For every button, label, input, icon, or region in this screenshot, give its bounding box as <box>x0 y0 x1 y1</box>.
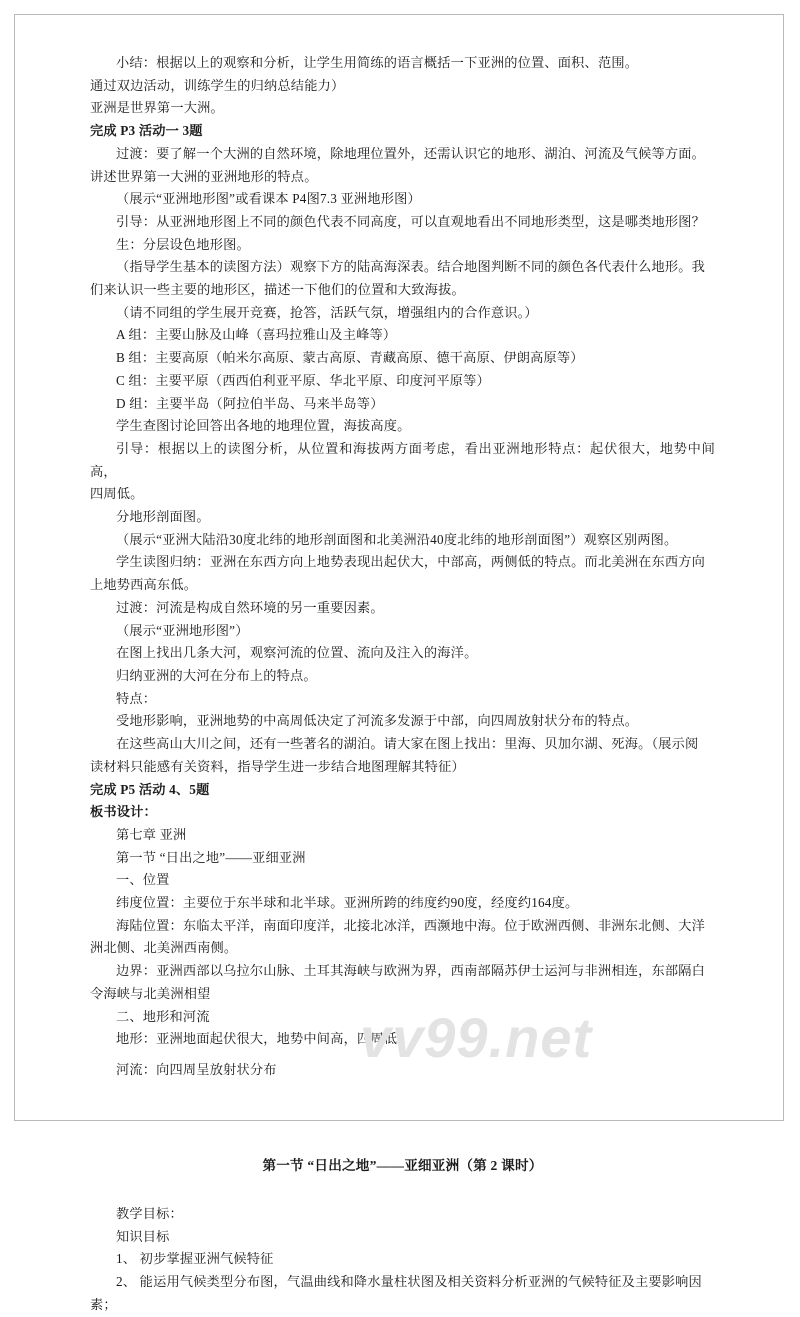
paragraph: 在图上找出几条大河，观察河流的位置、流向及注入的海洋。 <box>116 645 478 661</box>
paragraph: 第七章 亚洲 <box>116 826 187 842</box>
watermark: vv99.net <box>360 1006 593 1069</box>
paragraph: 学生查图讨论回答出各地的地理位置，海拔高度。 <box>116 418 411 434</box>
paragraph: 过渡：要了解一个大洲的自然环境，除地理位置外，还需认识它的地形、湖泊、河流及气候等方面。 <box>116 145 706 161</box>
list-item: C 组：主要平原（西西伯利亚平原、华北平原、印度河平原等） <box>116 372 490 388</box>
paragraph: 归纳亚洲的大河在分布上的特点。 <box>116 667 317 683</box>
paragraph: 讲述世界第一大洲的亚洲地形的特点。 <box>90 168 318 184</box>
paragraph: 引导：根据以上的读图分析，从位置和海拔两方面考虑，看出亚洲地形特点：起伏很大，地势中间高， <box>90 440 715 479</box>
paragraph: （展示“亚洲地形图”或看课本 P4图7.3 亚洲地形图） <box>116 191 421 207</box>
list-item: D 组：主要半岛（阿拉伯半岛、马来半岛等） <box>116 395 384 411</box>
paragraph: 素； <box>90 1296 117 1312</box>
list-item: B 组：主要高原（帕米尔高原、蒙古高原、青藏高原、德干高原、伊朗高原等） <box>116 350 584 366</box>
paragraph: （展示“亚洲大陆沿30度北纬的地形剖面图和北美洲沿40度北纬的地形剖面图”）观察区别两图。 <box>116 531 678 547</box>
paragraph: 知识目标 <box>116 1228 170 1244</box>
paragraph: 地形：亚洲地面起伏很大，地势中间高，四周低。 <box>116 1031 411 1047</box>
list-item: 2、 能运用气候类型分布图，气温曲线和降水量柱状图及相关资料分析亚洲的气候特征及主要影响因 <box>116 1274 702 1290</box>
paragraph: 通过双边活动，训练学生的归纳总结能力） <box>90 77 345 93</box>
paragraph: 教学目标： <box>116 1206 183 1222</box>
paragraph: （指导学生基本的读图方法）观察下方的陆高海深表。结合地图判断不同的颜色各代表什么地形。我 <box>116 259 706 275</box>
paragraph: 读材料只能感有关资料，指导学生进一步结合地图理解其特征） <box>90 758 465 774</box>
paragraph: 一、位置 <box>116 872 170 888</box>
paragraph: 小结：根据以上的观察和分析，让学生用简练的语言概括一下亚洲的位置、面积、范围。 <box>116 55 639 70</box>
section-gap <box>90 1082 715 1128</box>
paragraph: 四周低。 <box>90 486 144 502</box>
section-gap-2 <box>90 1128 715 1154</box>
paragraph: 引导：从亚洲地形图上不同的颜色代表不同高度，可以直观地看出不同地形类型，这是哪类地形图？ <box>116 213 706 229</box>
section-heading: 板书设计： <box>90 804 157 820</box>
paragraph: （请不同组的学生展开竞赛，抢答，活跃气氛，增强组内的合作意识。） <box>116 304 538 320</box>
paragraph: 生：分层设色地形图。 <box>116 236 250 252</box>
paragraph: 过渡：河流是构成自然环境的另一重要因素。 <box>116 599 384 615</box>
paragraph: 河流：向四周呈放射状分布 <box>116 1061 277 1077</box>
section2-heading: 第一节 “日出之地”——亚细亚洲（第 2 课时） <box>262 1157 543 1173</box>
paragraph: 第一节 “日出之地”——亚细亚洲 <box>116 849 306 865</box>
list-item: 1、 初步掌握亚洲气候特征 <box>116 1251 274 1267</box>
paragraph-bold: 完成 P5 活动 4、5题 <box>90 781 210 797</box>
paragraph: 二、地形和河流 <box>116 1008 210 1024</box>
document-body <box>90 52 715 1317</box>
paragraph: 受地形影响，亚洲地势的中高周低决定了河流多发源于中部，向四周放射状分布的特点。 <box>116 713 639 729</box>
paragraph: 海陆位置：东临太平洋，南面印度洋，北接北冰洋，西濒地中海。位于欧洲西侧、非洲东北侧、大洋 <box>116 917 706 933</box>
paragraph: 令海峡与北美洲相望 <box>90 985 211 1001</box>
paragraph: 上地势西高东低。 <box>90 577 198 593</box>
paragraph: 纬度位置：主要位于东半球和北半球。亚洲所跨的纬度约90度，经度约164度。 <box>116 895 579 911</box>
paragraph: 洲北侧、北美洲西南侧。 <box>90 940 238 956</box>
paragraph: 分地形剖面图。 <box>116 509 210 525</box>
paragraph: 学生读图归纳：亚洲在东西方向上地势表现出起伏大，中部高，两侧低的特点。而北美洲在东西方向 <box>116 554 706 570</box>
paragraph: 边界：亚洲西部以乌拉尔山脉、土耳其海峡与欧洲为界，西南部隔苏伊士运河与非洲相连，东部隔白 <box>116 963 706 979</box>
paragraph: 们来认识一些主要的地形区，描述一下他们的位置和大致海拔。 <box>90 282 465 298</box>
paragraph: 特点： <box>116 690 157 706</box>
section2-gap <box>90 1177 715 1203</box>
paragraph: （展示“亚洲地形图”） <box>116 622 249 638</box>
paragraph: 在这些高山大川之间，还有一些著名的湖泊。请大家在图上找出：里海、贝加尔湖、死海。（展示阅 <box>116 736 699 752</box>
paragraph-bold: 完成 P3 活动一 3题 <box>90 123 203 139</box>
paragraph: 亚洲是世界第一大洲。 <box>90 100 224 116</box>
list-item: A 组：主要山脉及山峰（喜玛拉雅山及主峰等） <box>116 327 397 343</box>
